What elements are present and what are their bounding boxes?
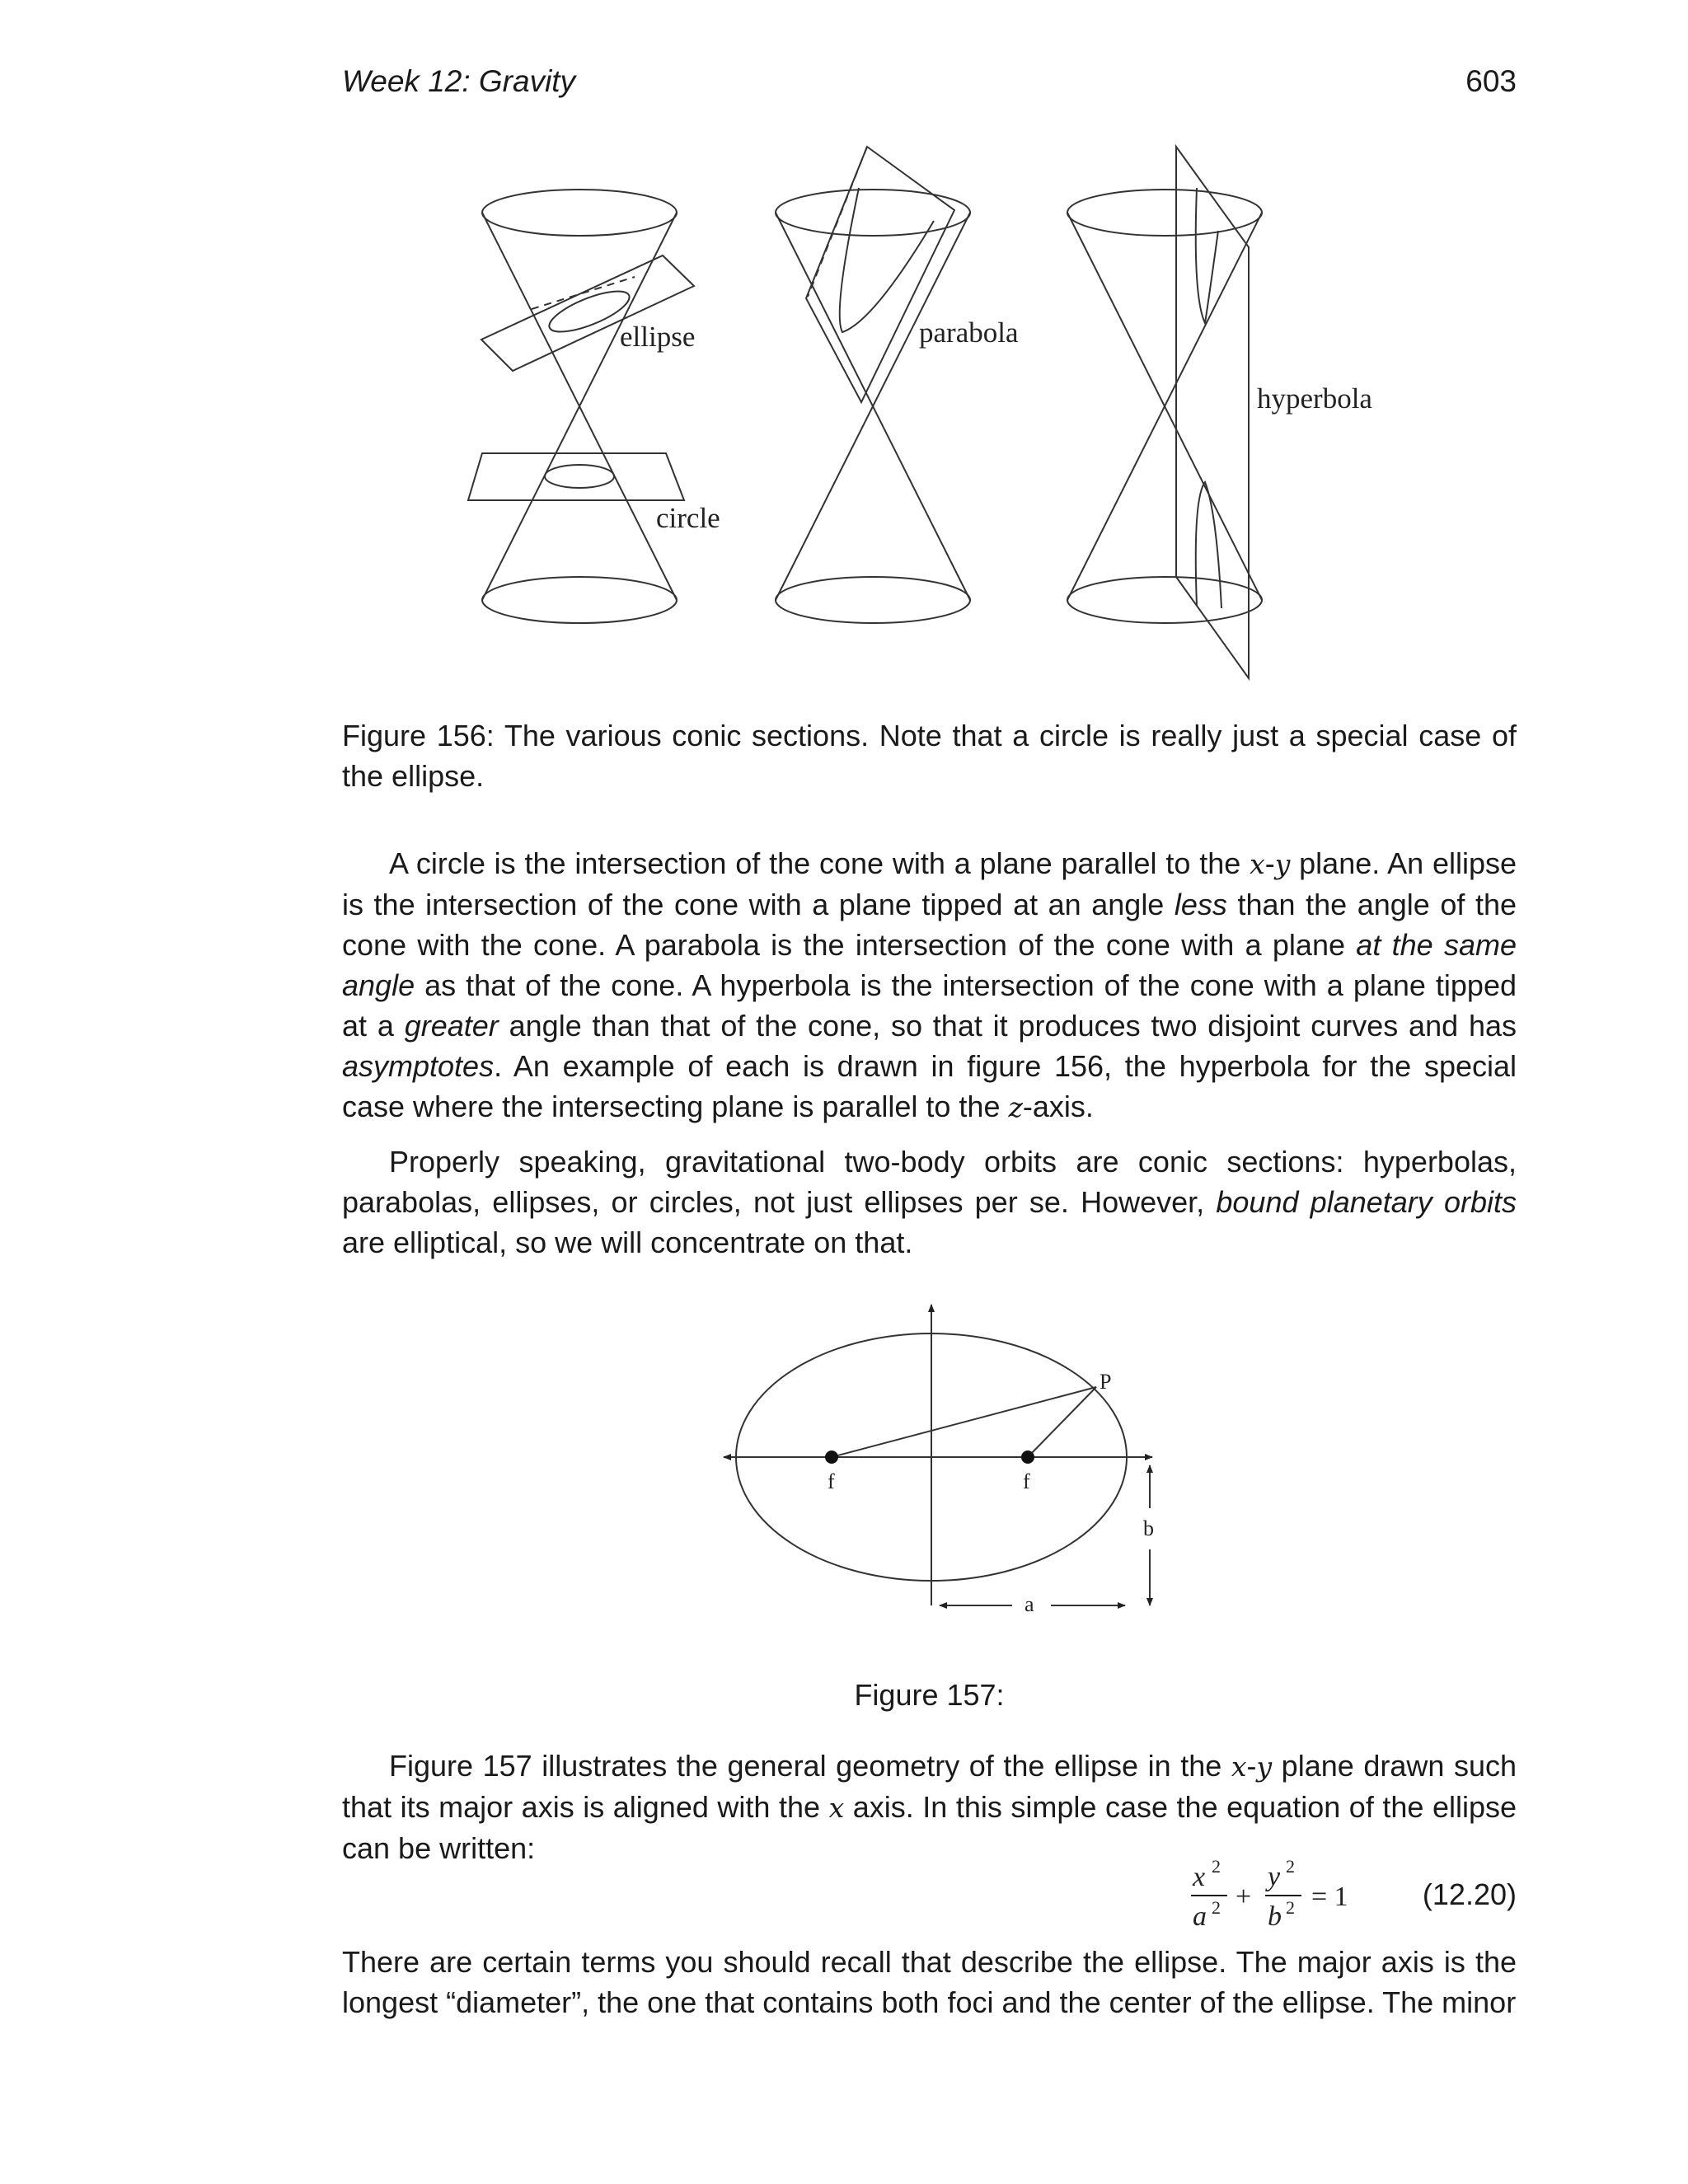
cone1-top-rim: [482, 190, 677, 236]
hyperbola-cutting-plane: [1176, 147, 1249, 678]
eq-a-exponent: 2: [1212, 1897, 1221, 1918]
focus-right-dot: [1021, 1451, 1034, 1464]
eq-plus: +: [1236, 1882, 1252, 1912]
eq-x: x: [1193, 1862, 1206, 1892]
cone2-bottom-rim: [776, 577, 970, 623]
cone-hyperbola: [1067, 147, 1372, 678]
cone3-top-rim: [1067, 190, 1262, 236]
semi-minor-b-label: b: [1143, 1516, 1154, 1540]
eq-b-exponent: 2: [1286, 1897, 1295, 1918]
cone2-top-rim: [776, 190, 970, 236]
ellipse-plane-hidden-edge: [532, 277, 635, 309]
paragraph-conic-definitions: A circle is the intersection of the cone with a plane parallel to the x-y plane. An ellipse is the intersection of the cone with a plane tipped at an angle less than the angle of the cone with the cone. A parabola is the intersection of the cone with a plane at the same angle as that of the cone. A hyperbola is the intersection of the cone with a plane tipped at a greater angle than that of the cone, so that it produces two disjoint curves and has asymptotes. An example of each is drawn in figure 156, the hyperbola for the special case where the intersecting plane is parallel to the z-axis.: [342, 846, 1517, 1123]
focal-line-left: [832, 1387, 1096, 1457]
parabola-label: parabola: [919, 316, 1019, 349]
eq-a: a: [1193, 1901, 1207, 1932]
cone-parabola: [776, 147, 1019, 623]
equation-math: [1191, 1854, 1389, 1937]
point-p-label: P: [1100, 1370, 1112, 1394]
cone-ellipse-circle: [468, 190, 720, 623]
running-head: [342, 64, 1517, 105]
paragraph-ellipse-terms: There are certain terms you should recall that describe the ellipse. The major axis is the longest “diameter”, the one that contains both foci and the center of the ellipse. The minor: [342, 1945, 1517, 2019]
figure-156-caption: Figure 156: The various conic sections. Note that a circle is really just a special case of the ellipse.: [342, 719, 1517, 793]
cone1-bottom-rim: [482, 577, 677, 623]
circle-label: circle: [656, 502, 720, 534]
hyperbola-upper-branch: [1196, 188, 1218, 323]
paragraph-orbits: Properly speaking, gravitational two-body orbits are conic sections: hyperbolas, parabolas, ellipses, or circles, not just ellipses per se. However, bound planetary orbits are elliptical, so we will concentrate on that.: [342, 1145, 1517, 1259]
equation-number: (12.20): [1422, 1877, 1517, 1911]
eq-x-exponent: 2: [1212, 1856, 1221, 1877]
semi-major-a-label: a: [1025, 1592, 1034, 1616]
circle-cutting-plane: [468, 453, 684, 500]
focus-right-label: f: [1023, 1469, 1030, 1493]
eq-equals-one: = 1: [1311, 1882, 1348, 1912]
circle-section: [545, 465, 614, 488]
cone3-bottom-rim: [1067, 577, 1262, 623]
figure-157-caption: Figure 157:: [854, 1678, 1005, 1712]
eq-b: b: [1268, 1901, 1282, 1932]
page-number: 603: [1465, 64, 1517, 98]
hyperbola-label: hyperbola: [1257, 382, 1372, 415]
paragraph-ellipse-geometry: Figure 157 illustrates the general geometry of the ellipse in the x-y plane drawn such that its major axis is aligned with the x axis. In this simple case the equation of the ellipse can be written:: [342, 1749, 1517, 1865]
focal-line-right: [1028, 1387, 1096, 1457]
conic-sections-figure: [462, 140, 1418, 684]
focus-left-dot: [825, 1451, 838, 1464]
parabola-cutting-plane: [806, 147, 954, 402]
eq-y-exponent: 2: [1286, 1856, 1295, 1877]
running-title: Week 12: Gravity: [342, 64, 576, 98]
ellipse-label: ellipse: [620, 321, 696, 353]
hyperbola-lower-branch: [1196, 482, 1221, 608]
eq-y: y: [1268, 1862, 1281, 1892]
ellipse-geometry-figure: [709, 1298, 1179, 1636]
parabola-section: [840, 188, 934, 332]
ellipse-equation: [342, 1854, 1517, 1937]
focus-left-label: f: [828, 1469, 835, 1493]
